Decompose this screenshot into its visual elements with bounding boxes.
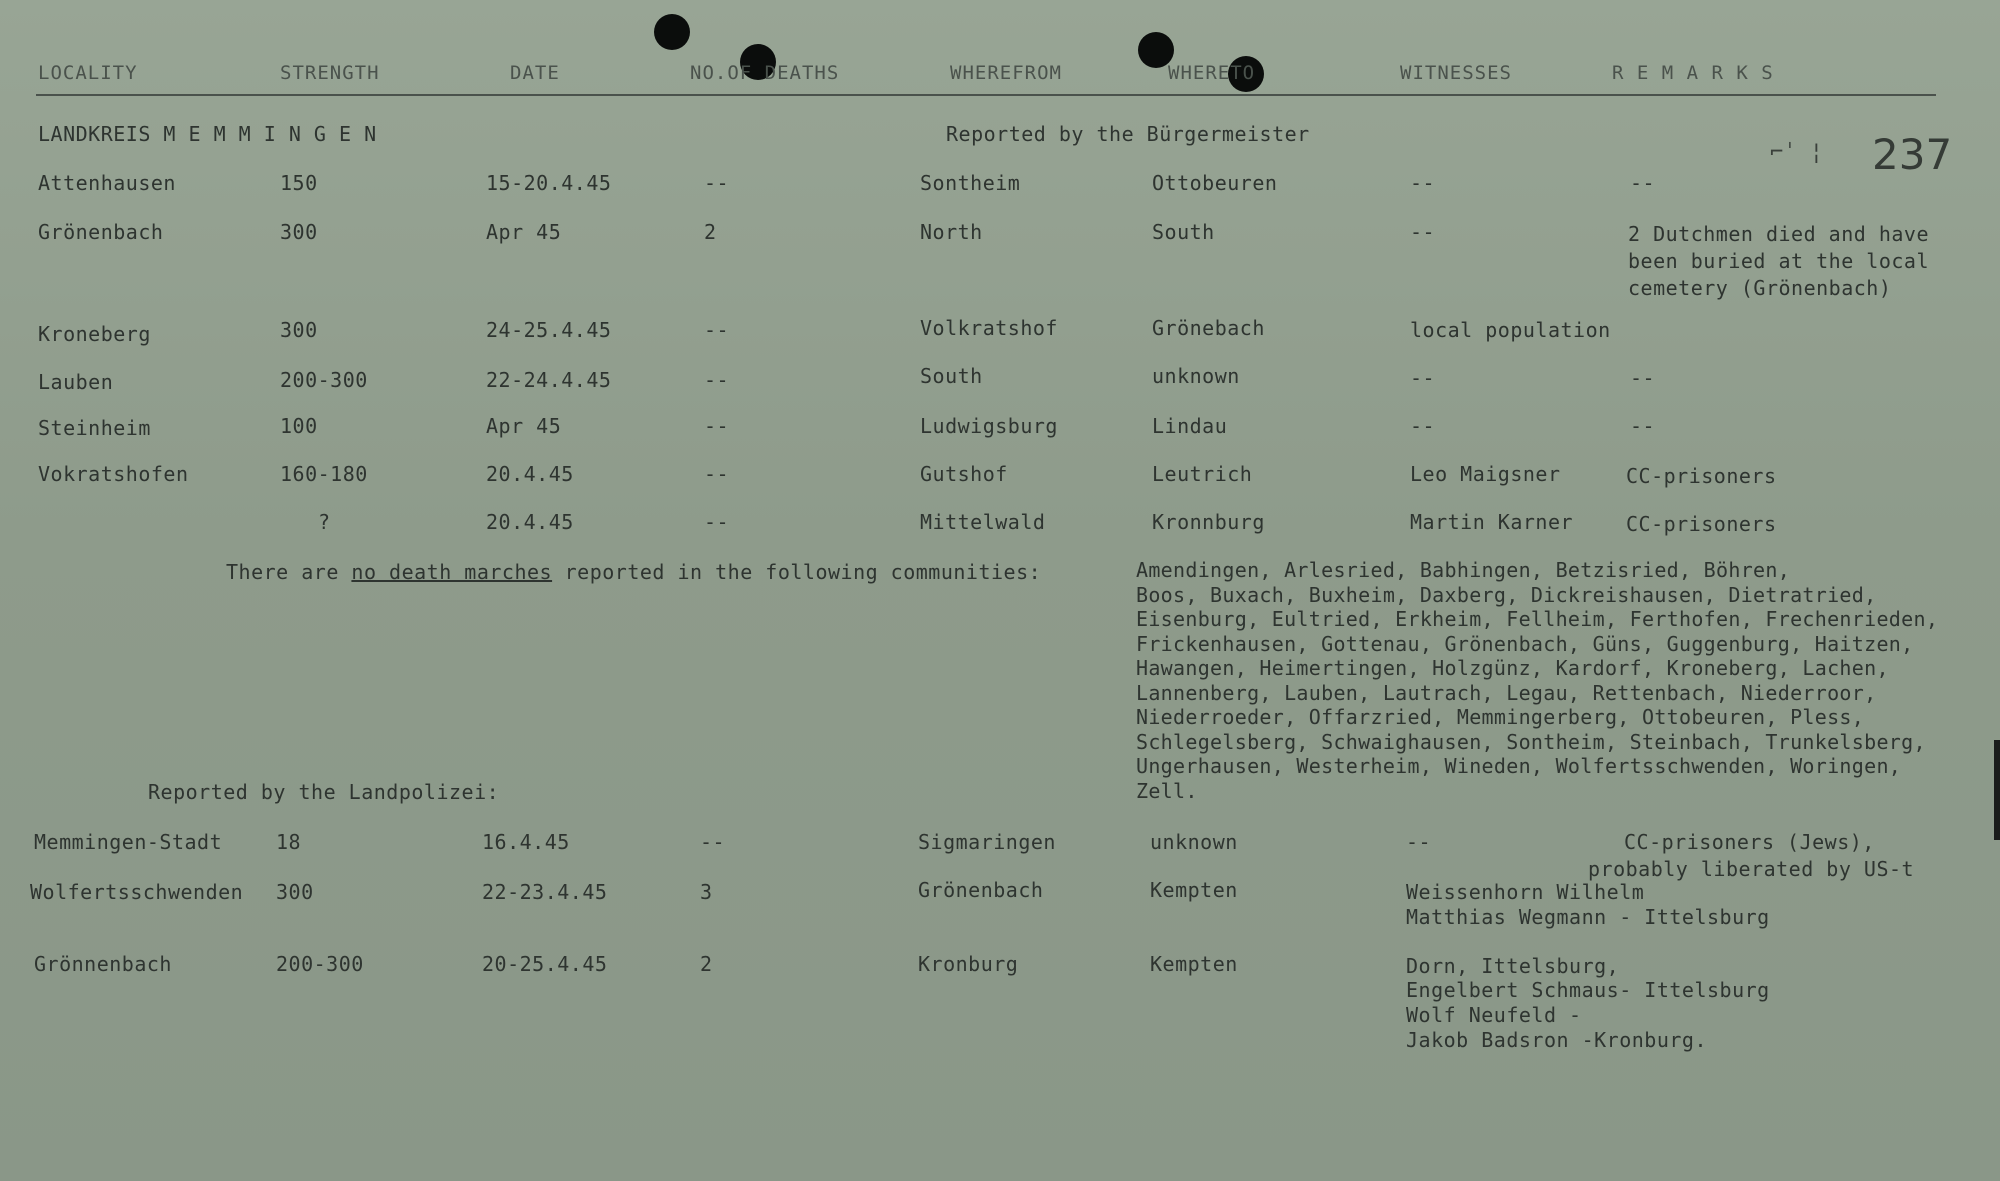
cell-locality: Attenhausen xyxy=(38,171,176,195)
cell-witnesses-line3: Wolf Neufeld - xyxy=(1406,1003,1582,1027)
cell-strength: 300 xyxy=(280,220,318,244)
reported-by-burgermeister: Reported by the Bürgermeister xyxy=(946,122,1310,146)
cell-date: 24-25.4.45 xyxy=(486,318,612,342)
cell-whereto: Ottobeuren xyxy=(1152,171,1278,195)
cell-locality: Grönenbach xyxy=(38,220,164,244)
cell-wherefrom: Ludwigsburg xyxy=(920,414,1058,438)
cell-witnesses: Weissenhorn Wilhelm xyxy=(1406,880,1645,904)
cell-locality: Grönnenbach xyxy=(34,952,172,976)
cell-strength: 300 xyxy=(276,880,314,904)
cell-deaths: -- xyxy=(704,318,730,342)
cell-remarks-line2: been buried at the local xyxy=(1628,249,1929,273)
statement-suffix: reported in the following communities: xyxy=(552,560,1042,584)
col-header-deaths: NO.OF DEATHS xyxy=(690,62,840,84)
cell-witnesses: -- xyxy=(1406,830,1432,854)
cell-strength: 200-300 xyxy=(280,368,368,392)
cell-locality: Memmingen-Stadt xyxy=(34,830,223,854)
cell-deaths: -- xyxy=(704,414,730,438)
cell-whereto: unknown xyxy=(1150,830,1238,854)
cell-locality: Wolfertsschwenden xyxy=(30,880,244,904)
cell-date: Apr 45 xyxy=(486,414,562,438)
cell-remarks-line3: cemetery (Grönenbach) xyxy=(1628,276,1892,300)
cell-wherefrom: South xyxy=(920,364,983,388)
district-label: LANDKREIS M E M M I N G E N xyxy=(38,122,377,146)
cell-locality: Steinheim xyxy=(38,416,151,440)
cell-whereto: Kempten xyxy=(1150,952,1238,976)
col-header-wherefrom: WHEREFROM xyxy=(950,62,1062,84)
cell-date: 22-24.4.45 xyxy=(486,368,612,392)
cell-witnesses: Dorn, Ittelsburg, xyxy=(1406,954,1620,978)
cell-strength: ? xyxy=(318,510,331,534)
cell-strength: 100 xyxy=(280,414,318,438)
cell-deaths: -- xyxy=(704,171,730,195)
cell-witnesses: -- xyxy=(1410,366,1436,390)
cell-witnesses: Leo Maigsner xyxy=(1410,462,1561,486)
cell-remarks: CC-prisoners xyxy=(1626,512,1777,536)
cell-strength: 18 xyxy=(276,830,302,854)
cell-remarks: -- xyxy=(1630,366,1656,390)
cell-date: 16.4.45 xyxy=(482,830,570,854)
cell-witnesses: -- xyxy=(1410,171,1436,195)
cell-remarks: CC-prisoners (Jews), xyxy=(1624,830,1875,854)
cell-whereto: South xyxy=(1152,220,1215,244)
cell-witnesses: local population xyxy=(1410,318,1611,342)
cell-witnesses: Martin Karner xyxy=(1410,510,1574,534)
cell-wherefrom: Sontheim xyxy=(920,171,1021,195)
statement-emphasis: no death marches xyxy=(351,560,553,584)
cell-witnesses: -- xyxy=(1410,414,1436,438)
cell-date: Apr 45 xyxy=(486,220,562,244)
cell-witnesses-line4: Jakob Badsron -Kronburg. xyxy=(1406,1028,1707,1052)
header-rule xyxy=(36,94,1936,96)
cell-remarks: -- xyxy=(1630,171,1656,195)
cell-whereto: Lindau xyxy=(1152,414,1228,438)
cell-strength: 200-300 xyxy=(276,952,364,976)
cell-deaths: -- xyxy=(700,830,726,854)
cell-whereto: Kempten xyxy=(1150,878,1238,902)
cell-date: 22-23.4.45 xyxy=(482,880,608,904)
col-header-remarks: R E M A R K S xyxy=(1612,62,1774,84)
cell-date: 20.4.45 xyxy=(486,510,574,534)
cell-witnesses-line2: Engelbert Schmaus- Ittelsburg xyxy=(1406,978,1770,1002)
cell-locality: Lauben xyxy=(38,370,114,394)
communities-list: Amendingen, Arlesried, Babhingen, Betzisried, Böhren, Boos, Buxach, Buxheim, Daxberg, Dickreishausen, Dietratried, Eisenburg, Eultried, Erkheim, Fellheim, Ferthofen, Frechenrieden, Frickenhausen, Gottenau, Grönenbach, Güns, Guggenburg, Haitzen, Hawangen, Heimertingen, Holzgünz, Kardorf, Kroneberg, Lachen, Lannenberg, Lauben, Lautrach, Legau, Rettenbach, Niederroor, Niederroeder, Offarzried, Memmingerberg, Ottobeuren, Pless, Schlegelsberg, Schwaighausen, Sontheim, Steinbach, Trunkelsberg, Ungerhausen, Westerheim, Wineden, Wolfertsschwenden, Woringen, Zell. xyxy=(1136,558,1939,803)
cell-deaths: 2 xyxy=(704,220,717,244)
col-header-witnesses: WITNESSES xyxy=(1400,62,1512,84)
no-death-marches-statement xyxy=(226,560,1041,584)
cell-wherefrom: Kronburg xyxy=(918,952,1019,976)
cell-wherefrom: Mittelwald xyxy=(920,510,1046,534)
cell-strength: 160-180 xyxy=(280,462,368,486)
statement-prefix: There are xyxy=(226,560,352,584)
cell-wherefrom: Sigmaringen xyxy=(918,830,1056,854)
cell-whereto: Grönebach xyxy=(1152,316,1265,340)
cell-remarks-line2: probably liberated by US-t xyxy=(1588,857,1915,881)
cell-remarks: -- xyxy=(1630,414,1656,438)
cell-deaths: -- xyxy=(704,368,730,392)
cell-strength: 150 xyxy=(280,171,318,195)
cell-deaths: 3 xyxy=(700,880,713,904)
cell-date: 15-20.4.45 xyxy=(486,171,612,195)
cell-wherefrom: North xyxy=(920,220,983,244)
col-header-locality: LOCALITY xyxy=(38,62,138,84)
cell-whereto: unknown xyxy=(1152,364,1240,388)
cell-locality: Kroneberg xyxy=(38,322,151,346)
cell-remarks: 2 Dutchmen died and have xyxy=(1628,222,1929,246)
cell-witnesses-line2: Matthias Wegmann - Ittelsburg xyxy=(1406,905,1770,929)
reported-by-landpolizei: Reported by the Landpolizei: xyxy=(148,780,500,804)
cell-strength: 300 xyxy=(280,318,318,342)
cell-deaths: 2 xyxy=(700,952,713,976)
page-number: 237 xyxy=(1872,130,1953,179)
cell-date: 20.4.45 xyxy=(486,462,574,486)
cell-date: 20-25.4.45 xyxy=(482,952,608,976)
col-header-date: DATE xyxy=(510,62,560,84)
cell-wherefrom: Grönenbach xyxy=(918,878,1044,902)
cell-wherefrom: Volkratshof xyxy=(920,316,1058,340)
col-header-whereto: WHERETO xyxy=(1168,62,1256,84)
page-edge-shadow xyxy=(1994,740,2000,840)
cell-whereto: Kronnburg xyxy=(1152,510,1265,534)
stamp-mark: ⌐ˈ ¦ xyxy=(1770,140,1823,165)
cell-wherefrom: Gutshof xyxy=(920,462,1008,486)
cell-locality: Vokratshofen xyxy=(38,462,189,486)
cell-whereto: Leutrich xyxy=(1152,462,1253,486)
cell-deaths: -- xyxy=(704,462,730,486)
cell-remarks: CC-prisoners xyxy=(1626,464,1777,488)
col-header-strength: STRENGTH xyxy=(280,62,380,84)
cell-witnesses: -- xyxy=(1410,220,1436,244)
cell-deaths: -- xyxy=(704,510,730,534)
punch-hole xyxy=(654,14,690,50)
